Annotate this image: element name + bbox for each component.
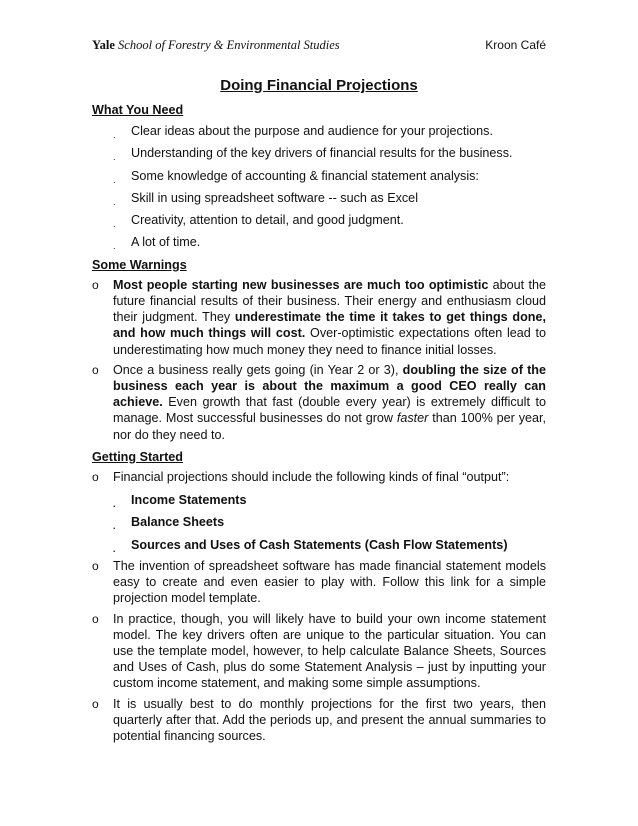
list-item-text: Skill in using spreadsheet software -- such as Excel — [131, 190, 418, 205]
list-item — [92, 489, 546, 511]
bullet-icon: . — [113, 196, 116, 207]
list-item-text: Income Statements — [131, 493, 247, 508]
output-list — [92, 489, 546, 556]
started-paragraph — [92, 558, 546, 607]
section-heading-some-warnings: Some Warnings — [92, 257, 187, 272]
header-school — [92, 38, 340, 53]
document-body — [92, 100, 546, 748]
list-item-text: Creativity, attention to detail, and good judgment. — [131, 213, 404, 228]
list-item — [92, 120, 546, 142]
list-item-text: A lot of time. — [131, 235, 201, 250]
list-item-text: Sources and Uses of Cash Statements (Cash Flow Statements) — [131, 537, 508, 552]
warning-italic-text: faster — [396, 411, 429, 426]
warning-text: Even growth that fast (double every year) is extremely difficult to manage. Most successful businesses do not grow — [113, 395, 546, 426]
warning-paragraph — [92, 277, 546, 358]
bullet-icon: . — [113, 241, 116, 252]
bullet-icon: . — [113, 152, 116, 163]
circle-bullet-icon: o — [92, 558, 99, 573]
warning-bold-text: doubling the size of the business each year is about the maximum a good CEO really can achieve. — [113, 362, 546, 410]
warning-text: about the future financial results of their business. Their energy and enthusiasm cloud their judgment. They — [113, 277, 546, 325]
list-item — [92, 534, 546, 556]
page-title: Doing Financial Projections — [220, 77, 418, 94]
started-paragraph — [92, 469, 546, 485]
list-item-text: Clear ideas about the purpose and audience for your projections. — [131, 124, 493, 138]
started-text: In practice, though, you will likely have to build your own income statement model. The key drivers often are unique to the particular situation. You can use the template model, however, to help calculate Balance Sheets, Sources and Uses of Cash, plus do some Statement Analysis – just by inputting your custom income statement, and making some simple assumptions. — [113, 611, 546, 691]
warning-paragraph — [92, 362, 546, 443]
warning-text: than 100% per year, nor do they need to. — [113, 411, 546, 442]
header-school-name: School of Forestry & Environmental Studies — [118, 38, 340, 52]
circle-bullet-icon: o — [92, 611, 99, 626]
bullet-icon: . — [113, 543, 116, 554]
circle-bullet-icon: o — [92, 277, 99, 292]
list-item-text: Understanding of the key drivers of financial results for the business. — [131, 146, 513, 161]
started-text: It is usually best to do monthly projections for the first two years, then quarterly after that. Add the periods up, and present the annual summaries to potential financing sources. — [113, 696, 546, 743]
bullet-icon: . — [113, 130, 116, 140]
warning-text: Over-optimistic expectations often lead to underestimating how much money they need to finance initial losses. — [113, 326, 546, 357]
header-brand: Yale — [92, 38, 115, 52]
list-item — [92, 165, 546, 187]
list-item — [92, 231, 546, 253]
list-item-text: Some knowledge of accounting & financial statement analysis: — [131, 168, 479, 183]
list-item-text: Balance Sheets — [131, 515, 225, 530]
circle-bullet-icon: o — [92, 362, 99, 377]
started-paragraph — [92, 611, 546, 692]
circle-bullet-icon: o — [92, 469, 99, 484]
bullet-icon: . — [113, 174, 116, 185]
started-text: The invention of spreadsheet software has made financial statement models easy to create and even easier to play with. Follow this link for a simple projection model template. — [113, 558, 546, 606]
bullet-icon: . — [113, 499, 116, 510]
warning-bold-text: underestimate the time it takes to get things done, and how much things will cost. — [113, 310, 546, 341]
warning-bold-text: Most people starting new businesses are much too optimistic — [113, 277, 489, 292]
header-project-name: Kroon Café — [485, 38, 546, 52]
warning-text: Once a business really gets going (in Year 2 or 3), — [113, 362, 403, 377]
bullet-icon: . — [113, 521, 116, 532]
started-paragraph — [92, 696, 546, 745]
bullet-icon: . — [113, 219, 116, 230]
list-item — [92, 142, 546, 164]
section-heading-getting-started: Getting Started — [92, 449, 183, 464]
list-item — [92, 187, 546, 209]
list-item — [92, 209, 546, 231]
list-item — [92, 511, 546, 533]
started-text: Financial projections should include the following kinds of final “output”: — [113, 469, 510, 484]
circle-bullet-icon: o — [92, 696, 99, 711]
section-heading-what-you-need: What You Need — [92, 103, 184, 117]
need-list — [92, 120, 546, 254]
